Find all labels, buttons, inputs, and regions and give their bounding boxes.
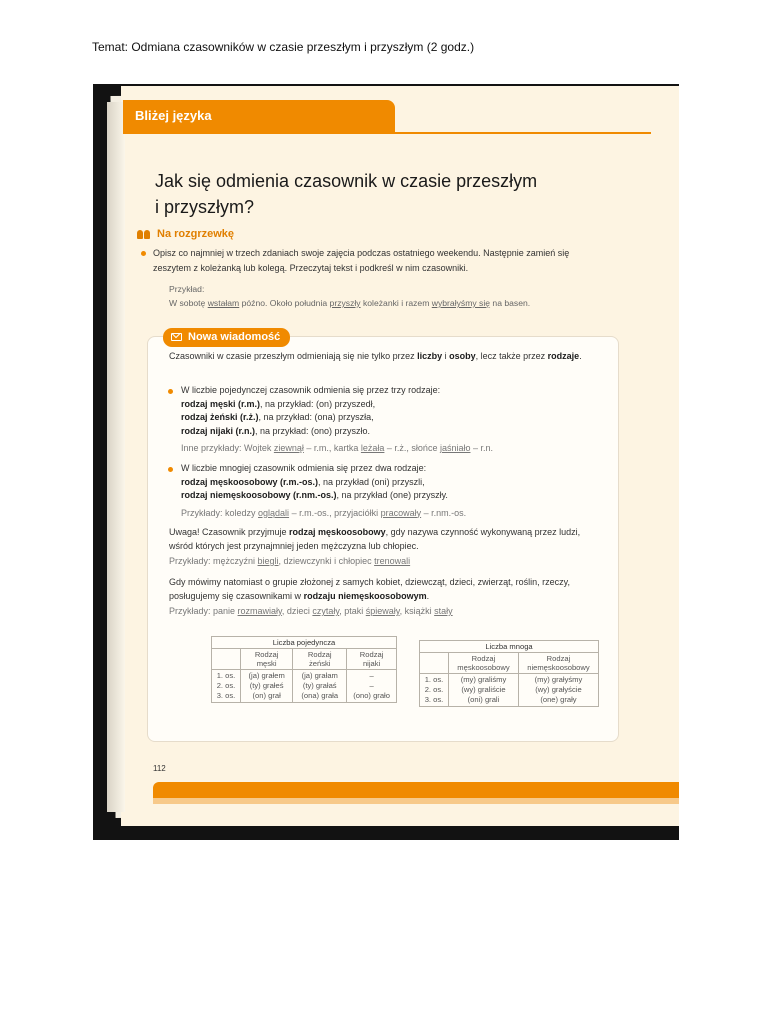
- table-cell: (ja) grałam (ty) grałaś (ona) grała: [293, 670, 347, 703]
- warmup-task-text: Opisz co najmniej w trzech zdaniach swoje zajęcia podczas ostatniego weekendu. Następnie zamień się zeszytem z koleżanką lub kolegą. Przeczytaj tekst i podkreśl w nim czasowniki.: [153, 248, 570, 273]
- singular-line-3: rodzaj nijaki (r.n.), na przykład: (ono) przyszło.: [181, 425, 371, 436]
- plural-examples: Przykłady: koledzy oglądali – r.m.-os., przyjaciółki pracowały – r.nm.-os.: [181, 507, 467, 518]
- page-stack-edge: [107, 102, 125, 812]
- news-badge: [163, 328, 290, 347]
- table-persons: 1. os. 2. os. 3. os.: [420, 674, 449, 707]
- warmup-example: [169, 282, 589, 310]
- singular-other-examples: Inne przykłady: Wojtek ziewnął – r.m., kartka leżała – r.ż., słońce jaśniało – r.n.: [181, 443, 493, 453]
- news-badge-label: Nowa wiadomość: [188, 331, 281, 343]
- footer-bar: [153, 782, 679, 798]
- table-singular-title: Liczba pojedyncza: [212, 637, 397, 649]
- group-paragraph: Gdy mówimy natomiast o grupie złożonej z samych kobiet, dziewcząt, dzieci, zwierząt, roślin, rzeczy, posługujemy się czasownikami w rodzaju niemęskoosobowym. Przykłady: panie rozmawiały, dzieci czytały, ptaki śpiewały, książki stały: [169, 576, 599, 619]
- table-corner: [212, 649, 241, 670]
- lesson-title: [155, 168, 595, 220]
- footer-bar-shade: [153, 798, 679, 804]
- table-singular: [211, 636, 397, 703]
- textbook-photo: [93, 84, 679, 840]
- section-tab-rule: [123, 132, 651, 134]
- plural-rule: [181, 462, 595, 520]
- table-cell: (ja) grałem (ty) grałeś (on) grał: [241, 670, 293, 703]
- bullet-icon: [168, 467, 173, 472]
- lesson-title-line-1: Jak się odmienia czasownik w czasie przeszłym: [155, 171, 538, 191]
- bullet-icon: [168, 389, 173, 394]
- singular-rule: [181, 384, 595, 456]
- table-header: Rodzaj żeński: [293, 649, 347, 670]
- table-cell: (my) grałyśmy (wy) grałyście (one) grały: [518, 674, 598, 707]
- group-examples: Przykłady: panie rozmawiały, dzieci czytały, ptaki śpiewały, książki stały: [169, 606, 453, 616]
- example-sentence: W sobotę wstałam późno. Około południa przyszły koleżanki i razem wybrałyśmy się na basen.: [169, 298, 531, 308]
- table-header: Rodzaj niemęskoosobowy: [518, 653, 598, 674]
- lesson-title-line-2: i przyszłym?: [155, 197, 255, 217]
- singular-lead: W liczbie pojedynczej czasownik odmienia się przez trzy rodzaje:: [181, 385, 441, 395]
- document-heading: Temat: Odmiana czasowników w czasie przeszłym i przyszłym (2 godz.): [92, 40, 475, 54]
- example-label: Przykład:: [169, 284, 205, 294]
- people-icon: [137, 229, 151, 239]
- warmup-label: Na rozgrzewkę: [157, 228, 235, 240]
- mail-icon: [171, 333, 182, 341]
- warmup-task: [153, 246, 581, 276]
- bullet-icon: [141, 251, 146, 256]
- news-intro: Czasowniki w czasie przeszłym odmieniają się nie tylko przez liczby i osoby, lecz także przez rodzaje.: [169, 351, 582, 361]
- table-cell: – – (ono) grało: [347, 670, 397, 703]
- section-tab: [123, 100, 395, 134]
- plural-line-2: rodzaj niemęskoosobowy (r.nm.-os.), na przykład (one) przyszły.: [181, 490, 448, 500]
- singular-line-1: rodzaj męski (r.m.), na przykład: (on) przyszedł,: [181, 398, 376, 409]
- plural-lead: W liczbie mnogiej czasownik odmienia się przez dwa rodzaje:: [181, 463, 427, 473]
- table-plural-title: Liczba mnoga: [420, 641, 599, 653]
- table-header: Rodzaj męski: [241, 649, 293, 670]
- table-persons: 1. os. 2. os. 3. os.: [212, 670, 241, 703]
- warmup-heading: [137, 228, 234, 240]
- warning-examples: Przykłady: mężczyźni biegli, dziewczynki i chłopiec trenowali: [169, 556, 411, 566]
- plural-line-1: rodzaj męskoosobowy (r.m.-os.), na przykład (oni) przyszli,: [181, 476, 425, 487]
- singular-line-2: rodzaj żeński (r.ż.), na przykład: (ona) przyszła,: [181, 412, 374, 422]
- table-header: Rodzaj nijaki: [347, 649, 397, 670]
- section-tab-label: Bliżej języka: [135, 108, 212, 123]
- warning-paragraph: Uwaga! Czasownik przyjmuje rodzaj męskoosobowy, gdy nazywa czynność wykonywaną przez ludzi, wśród których jest przynajmniej jeden mężczyzna lub chłopiec. Przykłady: mężczyźni biegli, dziewczynki i chłopiec trenowali: [169, 526, 599, 569]
- table-plural: [419, 640, 599, 707]
- table-header: Rodzaj męskoosobowy: [449, 653, 519, 674]
- page-number: 112: [153, 764, 166, 773]
- table-corner: [420, 653, 449, 674]
- table-cell: (my) graliśmy (wy) graliście (oni) grali: [449, 674, 519, 707]
